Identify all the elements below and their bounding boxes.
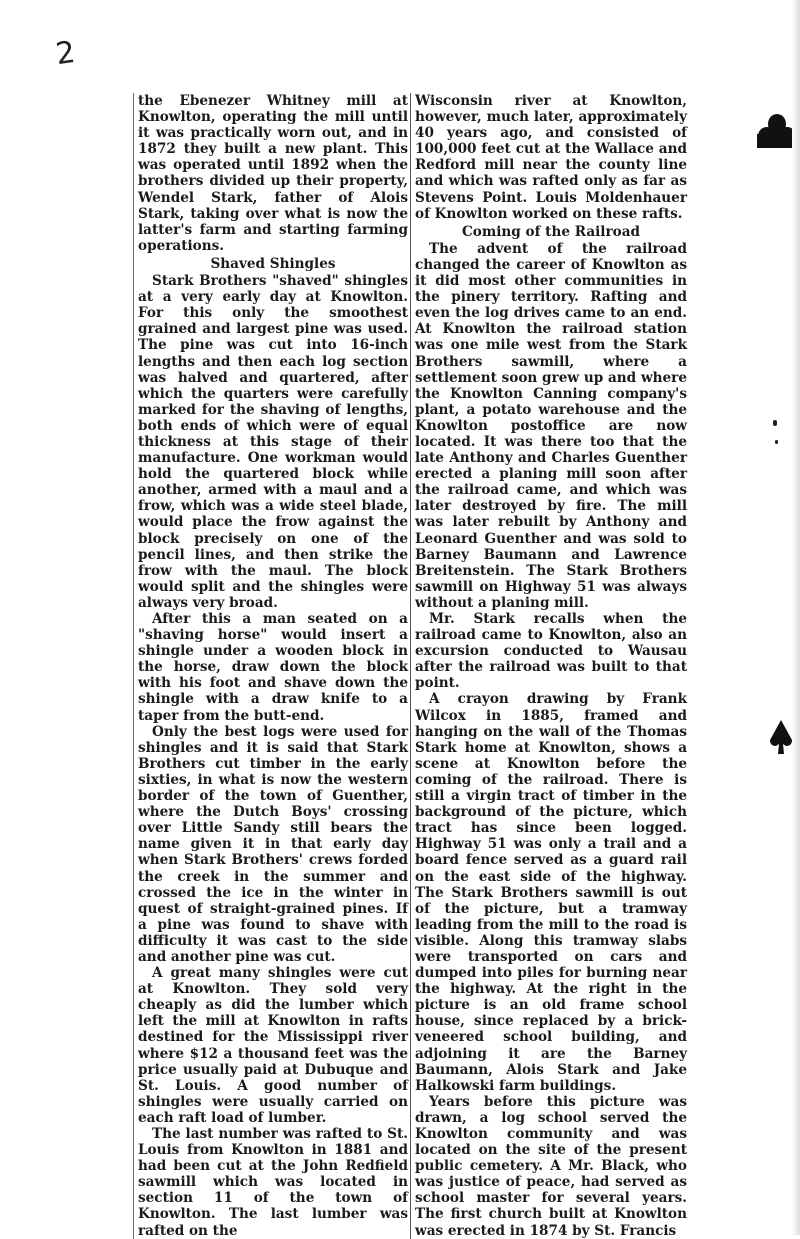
paragraph: Only the best logs were used for shingles and it is said that Stark Brothers cut timber in the early sixties, in what is now the western border of the town of Guenther, where the Dutch Boys' crossing over Little Sandy still bears the name given it in that early day when Stark Brothers' crews forded the creek in the summer and crossed the ice in the winter in quest of straight-grained pines. If a pine was found to shave with difficulty it was cast to the side and another pine was cut. [138,723,408,965]
paragraph: Stark Brothers "shaved" shingles at a very early day at Knowlton. For this only the smoothest grained and largest pine was used. The pine was cut into 16-inch lengths and then each log section was halved and quartered, after which the quarters were carefully marked for the shaving of lengths, both ends of which were of equal thickness at this stage of their manufacture. One workman would hold the quartered block while another, armed with a maul and a frow, which was a wide steel blade, would place the frow against the block precisely on one of the pencil lines, and then strike the frow with the maul. The block would split and the shingles were always very broad. [138,273,408,611]
paragraph: A crayon drawing by Frank Wilcox in 1885, framed and hanging on the wall of the Thomas Stark home at Knowlton, shows a scene at Knowlton before the coming of the railroad. There is still a virgin tract of timber in the background of the picture, which tract has since been logged. Highway 51 was only a trail and a board fence served as a guard rail on the east side of the highway. The Stark Brothers sawmill is out of the picture, but a tramway leading from the mill to the road is visible. Along this tramway slabs were transported on cars and dumped into piles for burning near the highway. At the right in the picture is an old frame school house, since replaced by a brick-veneered school building, and adjoining it are the Barney Baumann, Alois Stark and Jake Halkowski farm buildings. [415,691,687,1094]
section-heading-railroad: Coming of the Railroad [461,223,641,240]
section-heading-shaved-shingles: Shaved Shingles [210,255,336,272]
club-icon [757,112,797,156]
paragraph: Years before this picture was drawn, a log school served the Knowlton community and was located on the site of the present public cemetery. A Mr. Black, who was justice of peace, had served as school master for several years. The first church built at Knowlton was erected in 1874 by St. Francis [415,1093,687,1239]
left-intro-paragraph: the Ebenezer Whitney mill at Knowlton, operating the mill until it was practically worn out, and in 1872 they built a new plant. This was operated until 1892 when the brothers divided up their property, Wendel Stark, father of Alois Stark, taking over what is now the latter's farm and starting farming operations. [138,93,408,254]
left-column [133,93,408,1239]
right-intro-paragraph: Wisconsin river at Knowlton, however, much later, approximately 40 years ago, and consisted of 100,000 feet cut at the Wallace and Redford mill near the county line and which was rafted only as far as Stevens Point. Louis Moldenhauer of Knowlton worked on these rafts. [415,93,687,222]
paragraph: After this a man seated on a "shaving horse" would insert a shingle under a wooden block in the horse, draw down the block with his foot and shave down the shingle with a draw knife to a taper from the butt-end. [138,611,408,724]
paragraph: The advent of the railroad changed the career of Knowlton as it did most other communities in the pinery territory. Rafting and even the log drives came to an end. At Knowlton the railroad station was one mile west from the Stark Brothers sawmill, where a settlement soon grew up and where the Knowlton Canning company's plant, a potato warehouse and the Knowlton postoffice are now located. It was there too that the late Anthony and Charles Guenther erected a planing mill soon after the railroad came, and which was later destroyed by fire. The mill was later rebuilt by Anthony and Leonard Guenther and was sold to Barney Baumann and Lawrence Breitenstein. The Stark Brothers sawmill on Highway 51 was always without a planing mill. [415,240,687,611]
right-column [410,93,687,1239]
page-number: 2 [53,34,78,73]
margin-dot [775,440,778,444]
paragraph: Mr. Stark recalls when the railroad came to Knowlton, also an excursion conducted to Wausau after the railroad was built to that point. [415,611,687,692]
spade-icon [770,720,792,754]
margin-dot [773,420,777,426]
paragraph: The last number was rafted to St. Louis from Knowlton in 1881 and had been cut at the John Redfield sawmill which was located in section 11 of the town of Knowlton. The last lumber was rafted on the [138,1126,408,1239]
paragraph: A great many shingles were cut at Knowlton. They sold very cheaply as did the lumber which left the mill at Knowlton in rafts destined for the Mississippi river where $12 a thousand feet was the price usually paid at Dubuque and St. Louis. A good number of shingles were usually carried on each raft load of lumber. [138,965,408,1126]
page-edge-shadow [792,0,800,1235]
